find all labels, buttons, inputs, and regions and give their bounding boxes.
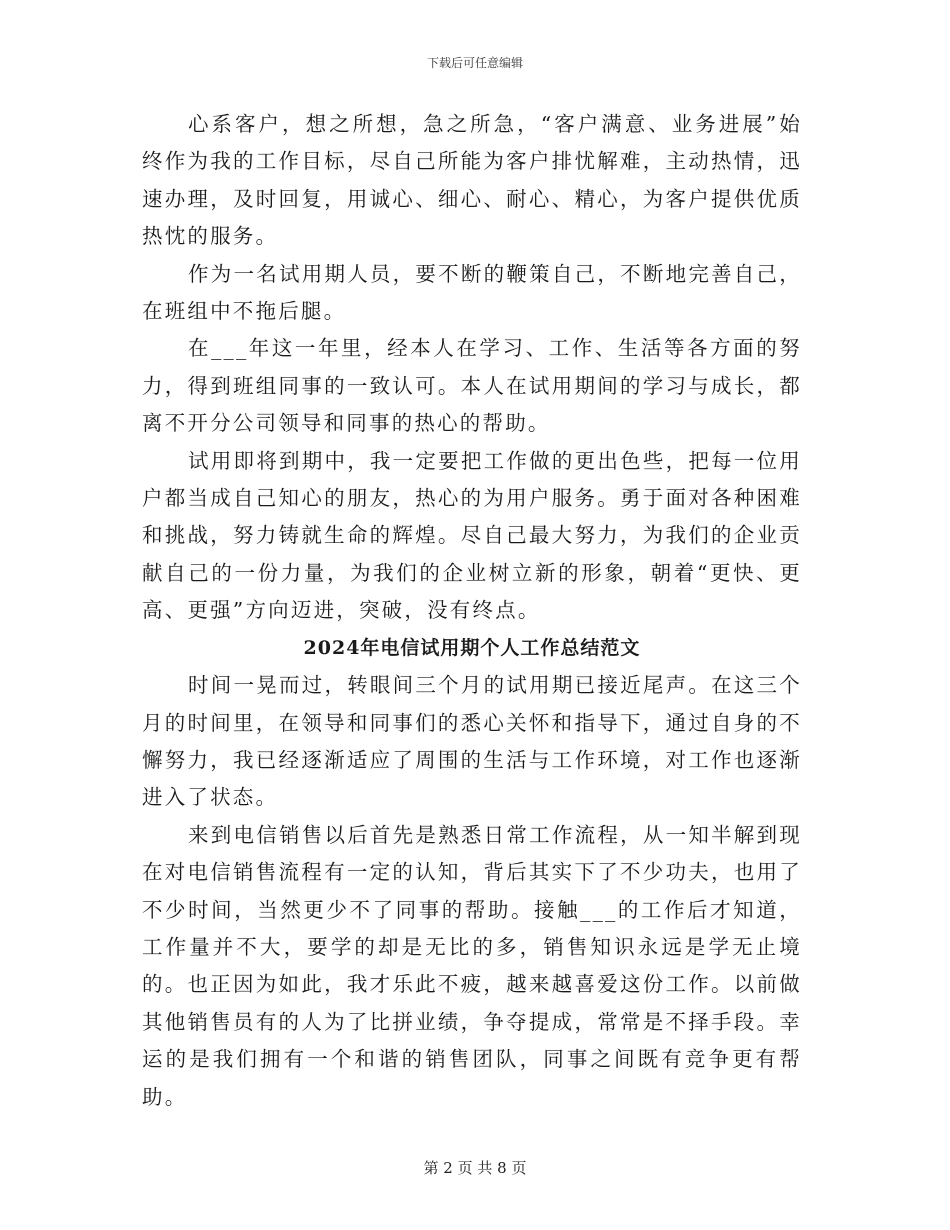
document-body xyxy=(142,106,802,1116)
paragraph: 时间一晃而过，转眼间三个月的试用期已接近尾声。在这三个月的时间里，在领导和同事们的悉心关怀和指导下，通过自身的不懈努力，我已经逐渐适应了周围的生活与工作环境，对工作也逐渐进入了状态。 xyxy=(142,673,802,810)
paragraph: 心系客户，想之所想，急之所急，“客户满意、业务进展”始终作为我的工作目标，尽自己所能为客户排忧解难，主动热情，迅速办理，及时回复，用诚心、细心、耐心、精心，为客户提供优质热忱的服务。 xyxy=(142,112,802,249)
header-note: 下载后可任意编辑 xyxy=(426,56,523,70)
paragraph: 在___年这一年里，经本人在学习、工作、生活等各方面的努力，得到班组同事的一致认可。本人在试用期间的学习与成长，都离不开分公司领导和同事的热心的帮助。 xyxy=(142,336,802,436)
paragraph: 来到电信销售以后首先是熟悉日常工作流程，从一知半解到现在对电信销售流程有一定的认知，背后其实下了不少功夫，也用了不少时间，当然更少不了同事的帮助。接触___的工作后才知道，工作量并不大，要学的却是无比的多，销售知识永远是学无止境的。也正因为如此，我才乐此不疲，越来越喜爱这份工作。以前做其他销售员有的人为了比拼业绩，争夺提成，常常是不择手段。幸运的是我们拥有一个和谐的销售团队，同事之间既有竞争更有帮助。 xyxy=(142,822,802,1109)
page-number: 第 2 页 共 8 页 xyxy=(423,1159,527,1177)
paragraph: 作为一名试用期人员，要不断的鞭策自己，不断地完善自己，在班组中不拖后腿。 xyxy=(142,261,802,324)
section-title: 2024年电信试用期个人工作总结范文 xyxy=(303,636,641,659)
paragraph: 试用即将到期中，我一定要把工作做的更出色些，把每一位用户都当成自己知心的朋友，热心的为用户服务。勇于面对各种困难和挑战，努力铸就生命的辉煌。尽自己最大努力，为我们的企业贡献自己的一份力量，为我们的企业树立新的形象，朝着“更快、更高、更强”方向迈进，突破，没有终点。 xyxy=(142,448,802,623)
